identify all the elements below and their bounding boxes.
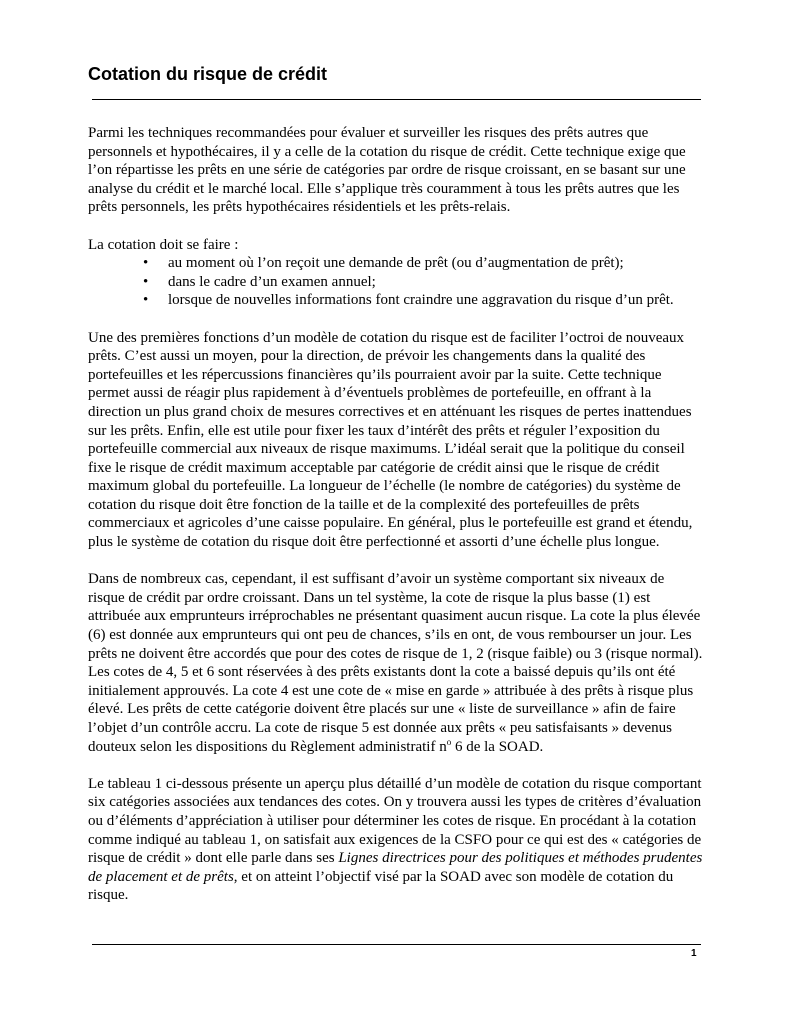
bullet-item: • dans le cadre d’un examen annuel; [168,273,704,292]
paragraph-six-levels-end: 6 de la SOAD. [451,738,544,755]
paragraph-six-levels-main: Dans de nombreux cas, cependant, il est suffisant d’avoir un système comportant six niveaux de risque de crédit par ordre croissant. Dans un tel système, la cote de risque la plus basse (1) est attribuée aux emprunteurs irréprochables ne présentant quasiment aucun risque. La cote la plus élevée (6) est donnée aux emprunteurs qui ont peu de chances, s’ils en ont, de vous rembourser un jour. Les prêts ne doivent être accordés que pour des cotes de risque de 1, 2 (risque faible) ou 3 (risque normal). Les cotes de 4, 5 et 6 sont réservées à des prêts existants dont la cote a baissé depuis qu’ils ont été initialement approuvés. La cote 4 est une cote de « mise en garde » attribuée à des prêts à risque plus élevé. Les prêts de cette catégorie doivent être placés sur une « liste de surveillance » afin de faire l’objet d’un contrôle accru. La cote de risque 5 est donnée aux prêts « peu satisfaisants » devenus douteux selon les dispositions du Règlement administratif n [88,571,703,755]
bullet-list [88,254,704,310]
paragraph-functions: Une des premières fonctions d’un modèle de cotation du risque est de faciliter l’octroi de nouveaux prêts. C’est aussi un moyen, pour la direction, de prévoir les changements dans la qualité des portefeuilles et les répercussions financières qu’ils pourraient avoir par la suite. Cette technique permet aussi de réagir plus rapidement à d’éventuels problèmes de portefeuille, en offrant à la direction un plus grand choix de mesures correctives et en atténuant les risques de pertes inattendues sur les prêts. Enfin, elle est utile pour fixer les taux d’intérêt des prêts et réguler l’exposition du portefeuille commercial aux niveaux de risque maximums. L’idéal serait que la politique du conseil fixe le risque de crédit maximum acceptable par catégorie de crédit ainsi que le risque de crédit maximum global du portefeuille. La longueur de l’échelle (le nombre de catégories) du système de cotation du risque doit être fonction de la taille et de la complexité des portefeuilles de prêts commerciaux et agricoles d’une caisse populaire. En général, plus le portefeuille est grand et étendu, plus le système de cotation du risque doit être perfectionné et assorti d’une échelle plus longue. [88,329,693,551]
page-number: 1 [691,948,697,959]
title-divider [92,99,701,100]
paragraph-table-overview-end: , et on atteint l’objectif visé par la SOAD avec son modèle de cotation du risque. [88,868,674,904]
paragraph-cotation-intro: La cotation doit se faire : [88,236,239,253]
guidelines-title: Lignes directrices pour des politiques et méthodes prudentes de placement et de prêts [88,850,703,885]
superscript-o: o [446,736,452,747]
bullet-item: • au moment où l’on reçoit une demande de prêt (ou d’augmentation de prêt); [168,254,704,273]
paragraph-table-overview-start: Le tableau 1 ci-dessous présente un aperçu plus détaillé d’un modèle de cotation du risque comportant six catégories associées aux tendances des cotes. On y trouvera aussi les types de critères d’évaluation ou d’éléments d’appréciation à utiliser pour déterminer les cotes de risque. En procédant à la cotation comme indiqué au tableau 1, on satisfait aux exigences de la CSFO pour ce qui est des « catégories de risque de crédit » dont elle parle dans ses [88,775,702,867]
footer-divider [92,944,701,945]
document-body [88,124,704,924]
paragraph-table-overview [88,775,704,905]
page-title: Cotation du risque de crédit [88,64,328,84]
paragraph-six-levels [88,570,704,756]
paragraph-intro: Parmi les techniques recommandées pour évaluer et surveiller les risques des prêts autres que personnels et hypothécaires, il y a celle de la cotation du risque de crédit. Cette technique exige que l’on répartisse les prêts en une série de catégories par ordre de risque croissant, en se basant sur une analyse du crédit et le marché local. Elle s’applique très couramment à tous les prêts autres que les prêts personnels, les prêts hypothécaires résidentiels et les prêts-relais. [88,125,686,216]
bullet-item: • lorsque de nouvelles informations font craindre une aggravation du risque d’un prêt. [168,291,704,310]
